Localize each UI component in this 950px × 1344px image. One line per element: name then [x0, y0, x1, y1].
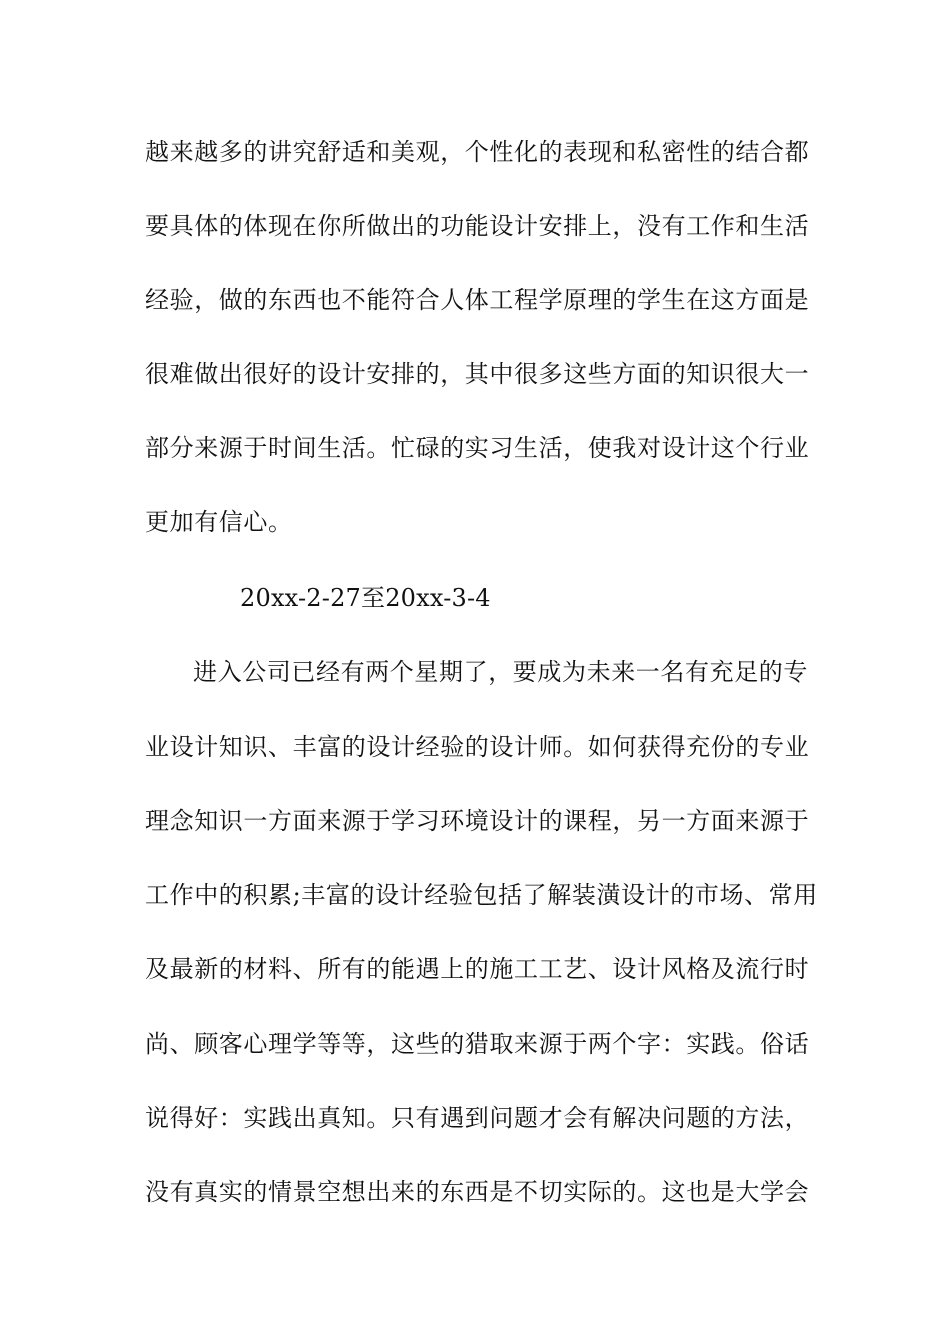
paragraph-line: 经验，做的东西也不能符合人体工程学原理的学生在这方面是	[145, 286, 810, 314]
paragraph-line: 没有真实的情景空想出来的东西是不切实际的。这也是大学会	[145, 1178, 810, 1206]
paragraph-line: 及最新的材料、所有的能遇上的施工工艺、设计风格及流行时	[145, 955, 810, 983]
paragraph-line: 工作中的积累;丰富的设计经验包括了解装潢设计的市场、常用	[145, 881, 818, 909]
paragraph-line: 尚、顾客心理学等等，这些的猎取来源于两个字：实践。俗话	[145, 1030, 810, 1058]
paragraph-line: 部分来源于时间生活。忙碌的实习生活，使我对设计这个行业	[145, 434, 810, 462]
paragraph-line: 业设计知识、丰富的设计经验的设计师。如何获得充份的专业	[145, 733, 810, 761]
date-range-heading: 20xx-2-27至20xx-3-4	[240, 584, 491, 612]
paragraph-line: 说得好：实践出真知。只有遇到问题才会有解决问题的方法，	[145, 1104, 810, 1132]
paragraph-line: 要具体的体现在你所做出的功能设计安排上，没有工作和生活	[145, 212, 810, 240]
paragraph-line: 进入公司已经有两个星期了，要成为未来一名有充足的专	[193, 658, 808, 686]
paragraph-line: 理念知识一方面来源于学习环境设计的课程，另一方面来源于	[145, 807, 810, 835]
paragraph-line: 很难做出很好的设计安排的，其中很多这些方面的知识很大一	[145, 360, 810, 388]
paragraph-line: 越来越多的讲究舒适和美观，个性化的表现和私密性的结合都	[145, 138, 810, 166]
paragraph-line: 更加有信心。	[145, 508, 293, 536]
